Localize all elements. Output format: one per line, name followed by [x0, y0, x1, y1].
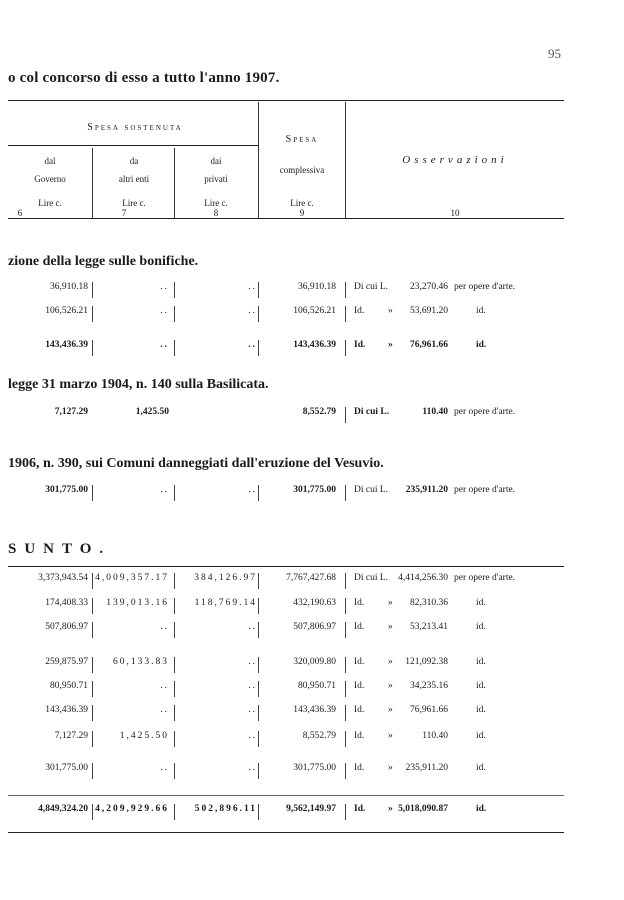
cell-privati: 384,126.97: [194, 573, 257, 583]
cell-governo: 301,775.00: [45, 485, 88, 495]
col-rule: [258, 804, 259, 820]
obs-ditto: »: [388, 657, 393, 667]
table-row: [0, 705, 624, 721]
obs-text: per opere d'arte.: [454, 282, 516, 292]
col-num-8: 8: [213, 208, 219, 218]
col-rule: [174, 598, 175, 614]
header-divider-3: [258, 102, 259, 218]
lire-c-9: Lire c.: [290, 198, 314, 208]
cell-altri-enti: 4,009,357.17: [95, 573, 169, 583]
cell-complessiva: 106,526.21: [293, 306, 336, 316]
col-rule: [345, 705, 346, 721]
col-rule: [345, 306, 346, 322]
col-rule: [92, 282, 93, 298]
header-bottom-rule: [8, 218, 564, 219]
col-rule: [345, 598, 346, 614]
obs-ditto: »: [388, 598, 393, 608]
cell-privati: ..: [248, 306, 257, 316]
cell-altri-enti: 1,425.50: [119, 731, 169, 741]
table-row: [0, 573, 624, 589]
col-rule: [258, 705, 259, 721]
col-rule: [92, 681, 93, 697]
col-rule: [258, 657, 259, 673]
cell-altri-enti: ..: [160, 763, 169, 773]
obs-ditto: »: [388, 804, 393, 814]
cell-altri-enti: ..: [160, 681, 169, 691]
obs-text: id.: [476, 731, 486, 741]
table-row: [0, 657, 624, 673]
riassunto-top-rule: [8, 566, 564, 567]
col-rule: [258, 282, 259, 298]
obs-text: id.: [476, 705, 486, 715]
table-row: [0, 598, 624, 614]
obs-amount: 34,235.16: [410, 681, 448, 691]
cell-privati: ..: [248, 340, 257, 350]
col-rule: [258, 573, 259, 589]
cell-privati: ..: [248, 763, 257, 773]
header-spesa: Spesa: [285, 134, 319, 145]
header-governo: Governo: [34, 174, 66, 184]
col-rule: [174, 763, 175, 779]
col-num-7: 7: [121, 208, 127, 218]
obs-amount: 5,018,090.87: [398, 804, 448, 814]
obs-amount: 23,270.46: [410, 282, 448, 292]
col-rule: [92, 731, 93, 747]
col-rule: [174, 731, 175, 747]
obs-text: per opere d'arte.: [454, 485, 516, 495]
cell-altri-enti: ..: [160, 340, 169, 350]
cell-complessiva: 143,436.39: [293, 705, 336, 715]
lire-c-6: Lire c.: [38, 198, 62, 208]
header-divider-1: [92, 148, 93, 218]
cell-altri-enti: ..: [160, 622, 169, 632]
cell-governo: 7,127.29: [54, 407, 88, 417]
col-num-10: 10: [450, 208, 460, 218]
col-rule: [92, 306, 93, 322]
page-title: o col concorso di esso a tutto l'anno 1907.: [8, 70, 280, 86]
cell-governo: 4,849,324.20: [38, 804, 88, 814]
col-rule: [174, 657, 175, 673]
obs-amount: 82,310.36: [410, 598, 448, 608]
obs-amount: 110.40: [422, 407, 448, 417]
col-rule: [92, 598, 93, 614]
table-row: [0, 681, 624, 697]
col-rule: [345, 731, 346, 747]
obs-amount: 76,961.66: [410, 340, 448, 350]
col-rule: [345, 282, 346, 298]
cell-privati: ..: [248, 485, 257, 495]
col-rule: [345, 340, 346, 356]
col-rule: [92, 340, 93, 356]
obs-prefix: Id.: [354, 731, 365, 741]
obs-amount: 235,911.20: [405, 485, 448, 495]
obs-prefix: Id.: [354, 340, 366, 350]
obs-prefix: Id.: [354, 681, 365, 691]
header-da: da: [129, 156, 139, 166]
page-number: 95: [548, 46, 561, 61]
header-osservazioni: Osservazioni: [402, 154, 508, 166]
col-rule: [174, 573, 175, 589]
col-rule: [345, 657, 346, 673]
col-rule: [92, 763, 93, 779]
cell-complessiva: 7,767,427.68: [286, 573, 336, 583]
obs-prefix: Id.: [354, 306, 365, 316]
obs-prefix: Di cui L.: [354, 573, 389, 583]
cell-privati: ..: [248, 705, 257, 715]
obs-amount: 4,414,256.30: [398, 573, 448, 583]
obs-text: id.: [476, 763, 486, 773]
cell-altri-enti: 60,133.83: [113, 657, 169, 667]
obs-text: id.: [476, 340, 487, 350]
cell-privati: ..: [248, 282, 257, 292]
obs-ditto: »: [388, 340, 393, 350]
header-dai: dai: [210, 156, 222, 166]
section-heading-vesuvio: 1906, n. 390, sui Comuni danneggiati dall'eruzione del Vesuvio.: [8, 456, 384, 471]
col-rule: [345, 573, 346, 589]
obs-text: id.: [476, 804, 487, 814]
cell-privati: ..: [248, 657, 257, 667]
cell-governo: 143,436.39: [45, 705, 88, 715]
obs-amount: 53,691.20: [410, 306, 448, 316]
table-row: [0, 282, 624, 298]
cell-privati: ..: [248, 731, 257, 741]
obs-prefix: Id.: [354, 804, 366, 814]
lire-c-8: Lire c.: [204, 198, 228, 208]
header-complessiva: complessiva: [279, 165, 325, 175]
col-rule: [345, 763, 346, 779]
table-row: [0, 485, 624, 501]
cell-privati: ..: [248, 622, 257, 632]
cell-complessiva: 143,436.39: [293, 340, 336, 350]
col-rule: [92, 804, 93, 820]
col-rule: [92, 573, 93, 589]
section-heading-bonifiche: zione della legge sulle bonifiche.: [8, 254, 199, 269]
col-rule: [92, 705, 93, 721]
col-num-9: 9: [299, 208, 305, 218]
cell-governo: 143,436.39: [45, 340, 88, 350]
header-altri-enti: altri enti: [118, 174, 150, 184]
col-rule: [174, 485, 175, 501]
header-divider-2: [174, 148, 175, 218]
header-divider-4: [345, 102, 346, 218]
col-rule: [258, 598, 259, 614]
col-rule: [258, 340, 259, 356]
col-rule: [258, 306, 259, 322]
cell-governo: 106,526.21: [45, 306, 88, 316]
obs-prefix: Id.: [354, 657, 365, 667]
header-top-rule: [8, 100, 564, 101]
obs-text: per opere d'arte.: [454, 407, 516, 417]
col-rule: [345, 681, 346, 697]
col-rule: [92, 485, 93, 501]
cell-privati: 118,769.14: [194, 598, 257, 608]
cell-governo: 507,806.97: [45, 622, 88, 632]
col-rule: [174, 804, 175, 820]
col-rule: [345, 485, 346, 501]
obs-amount: 53,213.41: [410, 622, 448, 632]
cell-complessiva: 80,950.71: [298, 681, 336, 691]
obs-prefix: Id.: [354, 622, 365, 632]
obs-amount: 110.40: [422, 731, 448, 741]
col-rule: [258, 763, 259, 779]
cell-complessiva: 8,552.79: [302, 407, 336, 417]
col-rule: [174, 681, 175, 697]
table-row: [0, 306, 624, 322]
col-rule: [174, 705, 175, 721]
header-dal: dal: [44, 156, 56, 166]
obs-text: per opere d'arte.: [454, 573, 516, 583]
col-rule: [345, 407, 346, 423]
cell-altri-enti: ..: [160, 705, 169, 715]
cell-altri-enti: 1,425.50: [135, 407, 169, 417]
section-heading-basilicata: legge 31 marzo 1904, n. 140 sulla Basilicata.: [8, 377, 269, 392]
col-rule: [345, 804, 346, 820]
obs-prefix: Id.: [354, 598, 365, 608]
header-spesa-sostenuta: Spesa sostenuta: [87, 122, 183, 133]
cell-privati: ..: [248, 681, 257, 691]
col-rule: [92, 622, 93, 638]
obs-ditto: »: [388, 306, 393, 316]
cell-governo: 7,127.29: [54, 731, 88, 741]
header-privati: privati: [204, 174, 228, 184]
col-rule: [258, 622, 259, 638]
obs-ditto: »: [388, 681, 393, 691]
obs-text: id.: [476, 657, 486, 667]
cell-complessiva: 320,009.80: [293, 657, 336, 667]
obs-ditto: »: [388, 763, 393, 773]
obs-prefix: Di cui L.: [354, 407, 390, 417]
cell-governo: 36,910.18: [50, 282, 88, 292]
cell-governo: 3,373,943.54: [38, 573, 88, 583]
cell-altri-enti: ..: [160, 485, 169, 495]
cell-privati: 502,896.11: [194, 804, 257, 814]
obs-ditto: »: [388, 705, 393, 715]
obs-text: id.: [476, 622, 486, 632]
obs-text: id.: [476, 681, 486, 691]
cell-complessiva: 301,775.00: [293, 763, 336, 773]
cell-complessiva: 9,562,149.97: [286, 804, 336, 814]
obs-text: id.: [476, 598, 486, 608]
cell-governo: 174,408.33: [45, 598, 88, 608]
col-rule: [92, 657, 93, 673]
table-row: [0, 804, 624, 820]
cell-governo: 80,950.71: [50, 681, 88, 691]
table-row: [0, 763, 624, 779]
cell-governo: 301,775.00: [45, 763, 88, 773]
obs-prefix: Id.: [354, 705, 365, 715]
table-row: [0, 731, 624, 747]
obs-prefix: Di cui L.: [354, 282, 389, 292]
obs-prefix: Di cui L.: [354, 485, 389, 495]
cell-complessiva: 301,775.00: [293, 485, 336, 495]
obs-text: id.: [476, 306, 486, 316]
table-row: [0, 407, 624, 423]
cell-complessiva: 8,552.79: [302, 731, 336, 741]
spesa-sostenuta-underline: [8, 145, 258, 146]
col-rule: [258, 681, 259, 697]
col-rule: [174, 622, 175, 638]
col-rule: [258, 731, 259, 747]
obs-ditto: »: [388, 622, 393, 632]
cell-altri-enti: 4,209,929.66: [95, 804, 169, 814]
riassunto-bottom-rule: [8, 832, 564, 833]
table-row: [0, 340, 624, 356]
col-rule: [174, 282, 175, 298]
obs-amount: 121,092.38: [405, 657, 448, 667]
cell-complessiva: 432,190.63: [293, 598, 336, 608]
col-rule: [345, 622, 346, 638]
riassunto-heading: SUNTO.: [8, 541, 112, 557]
cell-complessiva: 507,806.97: [293, 622, 336, 632]
riassunto-total-rule: [8, 795, 564, 796]
col-rule: [174, 306, 175, 322]
cell-altri-enti: 139,013.16: [106, 598, 169, 608]
cell-altri-enti: ..: [160, 282, 169, 292]
col-rule: [174, 340, 175, 356]
cell-complessiva: 36,910.18: [298, 282, 336, 292]
obs-amount: 235,911.20: [405, 763, 448, 773]
cell-altri-enti: ..: [160, 306, 169, 316]
cell-governo: 259,875.97: [45, 657, 88, 667]
col-rule: [258, 485, 259, 501]
lire-c-7: Lire c.: [122, 198, 146, 208]
obs-amount: 76,961.66: [410, 705, 448, 715]
obs-prefix: Id.: [354, 763, 365, 773]
col-num-6: 6: [17, 208, 23, 218]
table-row: [0, 622, 624, 638]
obs-ditto: »: [388, 731, 393, 741]
